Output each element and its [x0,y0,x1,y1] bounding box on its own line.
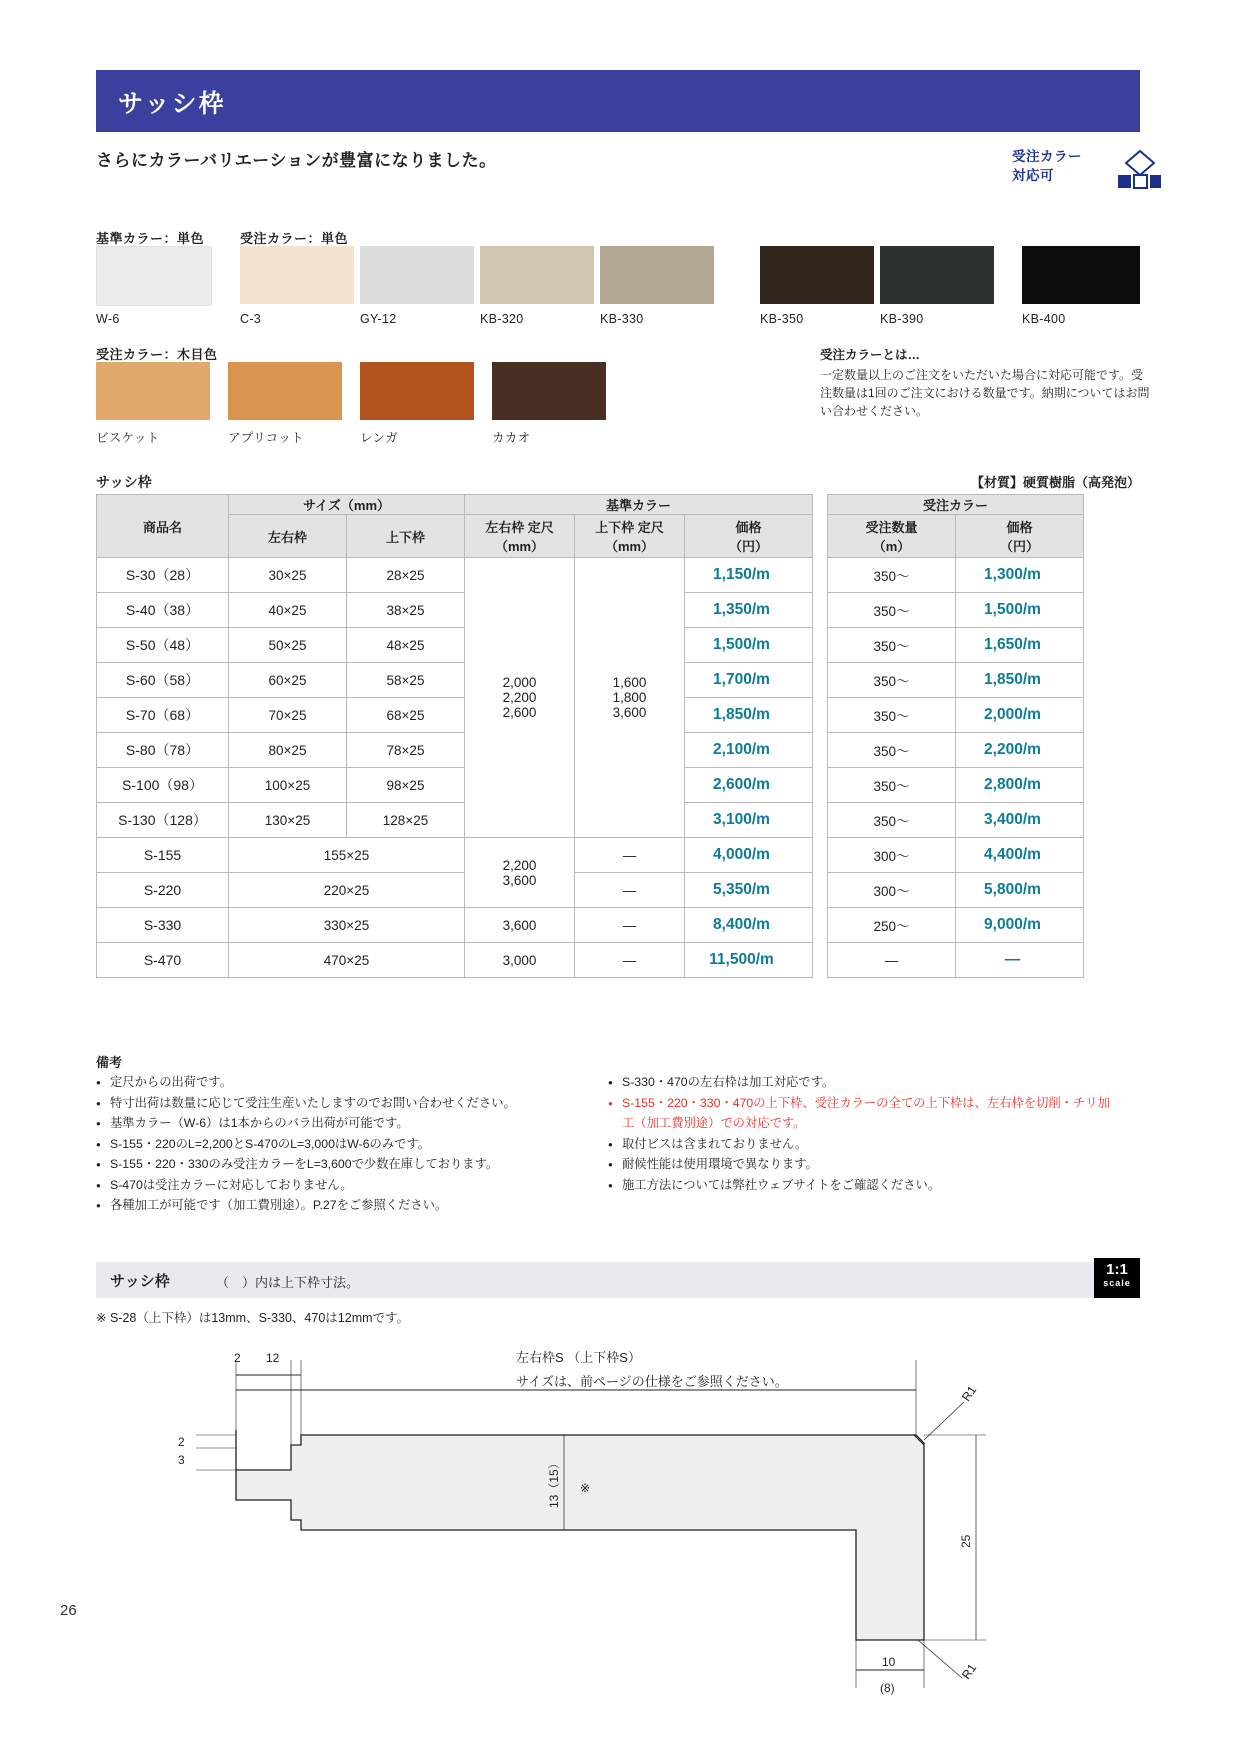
cell-fixed-tb: — [575,838,685,873]
header-shape [96,70,1140,132]
th-order-price-l1: 価格 [1006,520,1033,535]
th-fixed-tb [575,515,685,558]
th-standard-group: 基準カラー [465,495,813,515]
cell-order-price: 2,200/m [956,733,1084,768]
cell-size-tb: 128×25 [347,803,465,838]
label-order-color: 受注カラー：単色 [240,231,349,246]
table-gap-cell [813,803,828,838]
th-size-group: サイズ（mm） [229,495,465,515]
cell-size-tb: 78×25 [347,733,465,768]
table-gap-2 [813,515,828,558]
cell-size-lr: 155×25 [229,838,465,873]
swatch-kb320 [480,246,594,304]
swatch-name-cacao: カカオ [492,431,531,445]
cell-order-price: — [956,943,1084,978]
cell-order-price: 1,650/m [956,628,1084,663]
th-fixed-tb-l1: 上下枠 定尺 [595,520,664,535]
cell-price: 3,100/m [685,803,813,838]
order-color-badge [1012,147,1140,189]
order-badge-line2: 対応可 [1012,168,1054,183]
sub-headline: さらにカラーバリエーションが豊富になりました。 [96,151,497,170]
cell-fixed-tb: — [575,873,685,908]
fixed-lr-b: 3,600 [502,872,537,888]
cell-size-tb: 38×25 [347,593,465,628]
cell-size-lr: 130×25 [229,803,347,838]
swatch-name-kb400: KB-400 [1022,312,1066,326]
cell-order-price: 2,800/m [956,768,1084,803]
table-gap-cell [813,558,828,593]
dim-12: 12 [266,1351,280,1365]
table-row [97,558,1084,593]
cell-product: S-50（48） [97,628,229,663]
table-caption: サッシ枠 [96,474,152,490]
cell-order-price: 2,000/m [956,698,1084,733]
label-standard-color: 基準カラー：単色 [96,231,205,246]
th-fixed-tb-l2: （mm） [604,539,655,554]
cell-size-lr: 330×25 [229,908,465,943]
page-header [96,70,1140,132]
th-size-lr: 左右枠 [229,515,347,558]
cell-product: S-130（128） [97,803,229,838]
dim-label-top: 左右枠S （上下枠S） [516,1350,641,1365]
table-gap-cell [813,838,828,873]
cell-size-tb: 28×25 [347,558,465,593]
cell-price: 2,600/m [685,768,813,803]
dim-r1-bottom: R1 [958,1661,980,1682]
fixed-lr-2: 2,200 [502,690,537,705]
label-wood-color: 受注カラー：木目色 [96,347,218,362]
swatch-name-biscuit: ビスケット [96,431,160,445]
th-order-qty-l2: （m） [872,539,911,554]
cell-price: 2,100/m [685,733,813,768]
spec-table [96,494,1084,978]
dim-2-left: 2 [178,1435,185,1449]
swatch-cacao [492,362,606,420]
swatch-name-brick: レンガ [360,431,399,445]
remark-item: ● S-155・220・330のみ受注カラーをL=3,600で少数在庫しております。 [96,1154,616,1175]
th-order-price [956,515,1084,558]
cell-order-qty: 250〜 [828,908,956,943]
cell-fixed-lr [465,838,575,908]
swatch-name-gy12: GY-12 [360,312,397,326]
swatch-biscuit [96,362,210,420]
fixed-tb-3: 3,600 [612,705,647,720]
remark-item: ● S-155・220のL=2,200とS-470のL=3,000はW-6のみです。 [96,1134,616,1155]
table-gap-cell [813,698,828,733]
swatch-apricot [228,362,342,420]
table-row [97,908,1084,943]
cell-order-price: 1,500/m [956,593,1084,628]
cell-order-qty: 350〜 [828,803,956,838]
order-badge-text [1012,147,1082,185]
section-band [96,1262,1140,1298]
profile-outline [236,1430,924,1640]
cell-order-price: 1,850/m [956,663,1084,698]
cell-size-lr: 70×25 [229,698,347,733]
remark-item-highlight: ● S-155・220・330・470の上下枠、受注カラーの全ての上下枠は、左右枠を切削・チリ加工（加工費別途）での対応です。 [608,1093,1120,1134]
scale-sub: scale [1103,1278,1131,1288]
cell-order-qty: 350〜 [828,663,956,698]
cell-size-lr: 60×25 [229,663,347,698]
remark-item: ● 基準カラー（W-6）は1本からのバラ出荷が可能です。 [96,1113,616,1134]
remark-item: ● S-330・470の左右枠は加工対応です。 [608,1072,1120,1093]
table-gap-cell [813,768,828,803]
cell-fixed-lr: 3,000 [465,943,575,978]
th-price-l2: （円） [728,539,768,554]
swatch-name-kb350: KB-350 [760,312,804,326]
cell-product: S-70（68） [97,698,229,733]
cell-order-qty: 350〜 [828,593,956,628]
remark-item: ● 取付ビスは含まれておりません。 [608,1134,1120,1155]
cell-product: S-100（98） [97,768,229,803]
cell-price: 1,700/m [685,663,813,698]
table-row [97,838,1084,873]
cell-fixed-tb-block [575,558,685,838]
order-badge-line1: 受注カラー [1012,149,1082,164]
cell-size-lr: 40×25 [229,593,347,628]
cell-order-qty: — [828,943,956,978]
swatch-kb330 [600,246,714,304]
page-number: 26 [60,1602,77,1619]
cell-order-qty: 350〜 [828,698,956,733]
cell-price: 1,350/m [685,593,813,628]
cell-fixed-lr: 3,600 [465,908,575,943]
table-gap-cell [813,663,828,698]
table-row [97,873,1084,908]
cell-size-tb: 68×25 [347,698,465,733]
cell-price: 5,350/m [685,873,813,908]
remark-item: ● S-470は受注カラーに対応しておりません。 [96,1175,616,1196]
cell-product: S-220 [97,873,229,908]
table-gap-cell [813,943,828,978]
cell-size-lr: 470×25 [229,943,465,978]
table-gap-cell [813,628,828,663]
th-product: 商品名 [97,495,229,558]
th-fixed-lr [465,515,575,558]
swatch-name-apricot: アプリコット [228,431,304,445]
cell-size-lr: 100×25 [229,768,347,803]
remark-item: ● 各種加工が可能です（加工費別途）。P.27をご参照ください。 [96,1195,616,1216]
fixed-lr-1: 2,000 [502,675,537,690]
cell-size-lr: 80×25 [229,733,347,768]
table-gap-cell [813,873,828,908]
remark-item: ● 施工方法については弊社ウェブサイトをご確認ください。 [608,1175,1120,1196]
dim-13: 13（15） [547,1457,561,1508]
page-title: サッシ枠 [118,90,226,118]
cell-order-price: 1,300/m [956,558,1084,593]
order-note-title: 受注カラーとは… [820,348,921,362]
asterisk-mark: ※ [580,1481,591,1495]
swatch-name-c3: C-3 [240,312,262,326]
cell-price: 4,000/m [685,838,813,873]
table-gap-cell [813,593,828,628]
swatch-name-kb320: KB-320 [480,312,524,326]
cell-product: S-330 [97,908,229,943]
th-order-qty-l1: 受注数量 [865,520,918,535]
cell-order-price: 9,000/m [956,908,1084,943]
scale-main: 1:1 [1106,1261,1128,1278]
band-text: （ ）内は上下枠寸法。 [216,1275,360,1290]
cell-price: 8,400/m [685,908,813,943]
dim-2: 2 [234,1351,241,1365]
scale-badge [1094,1258,1140,1298]
cell-price: 11,500/m [685,943,813,978]
fixed-lr-3: 2,600 [502,705,537,720]
swatch-name-w6: W-6 [96,312,120,326]
th-order-qty [828,515,956,558]
dim-8: (8) [880,1681,895,1695]
cell-order-qty: 350〜 [828,768,956,803]
cell-fixed-tb: — [575,943,685,978]
swatch-c3 [240,246,354,304]
cell-fixed-tb: — [575,908,685,943]
fixed-lr-a: 2,200 [502,857,537,873]
swatch-w6 [96,246,212,306]
profile-drawing [96,1340,1140,1700]
cell-product: S-60（58） [97,663,229,698]
swatch-name-kb390: KB-390 [880,312,924,326]
section-drawing [96,1340,1140,1700]
dim-3-left: 3 [178,1453,185,1467]
th-size-tb: 上下枠 [347,515,465,558]
table-header-row-2 [97,515,1084,558]
table-header-row-1 [97,495,1084,515]
dim-25: 25 [959,1534,973,1548]
remarks-title: 備考 [96,1055,123,1070]
cell-product: S-80（78） [97,733,229,768]
table-gap-cell [813,733,828,768]
swatch-kb350 [760,246,874,304]
band-note: ※ S-28（上下枠）は13mm、S-330、470は12mmです。 [96,1311,410,1325]
remarks-left [96,1072,616,1216]
cell-price: 1,500/m [685,628,813,663]
cell-order-qty: 350〜 [828,733,956,768]
cell-price: 1,850/m [685,698,813,733]
order-note-body: 一定数量以上のご注文をいただいた場合に対応可能です。受注数量は1回のご注文における数量です。納期についてはお問い合わせください。 [820,368,1150,418]
cell-order-qty: 350〜 [828,628,956,663]
cell-order-price: 5,800/m [956,873,1084,908]
th-price-l1: 価格 [735,520,762,535]
cell-order-qty: 300〜 [828,873,956,908]
swatch-kb400 [1022,246,1140,304]
th-fixed-lr-l2: （mm） [494,539,545,554]
cell-size-tb: 48×25 [347,628,465,663]
fixed-tb-2: 1,800 [612,690,647,705]
th-price [685,515,813,558]
swatch-name-kb330: KB-330 [600,312,644,326]
swatch-brick [360,362,474,420]
remark-item: ● 定尺からの出荷です。 [96,1072,616,1093]
swatch-kb390 [880,246,994,304]
cell-order-qty: 350〜 [828,558,956,593]
dim-10: 10 [882,1655,896,1669]
band-title: サッシ枠 [110,1273,170,1290]
remark-item: ● 特寸出荷は数量に応じて受注生産いたしますのでお問い合わせください。 [96,1093,616,1114]
cell-product: S-30（28） [97,558,229,593]
cell-product: S-470 [97,943,229,978]
fixed-tb-1: 1,600 [612,675,647,690]
cell-product: S-40（38） [97,593,229,628]
cell-size-tb: 58×25 [347,663,465,698]
swatch-gy12 [360,246,474,304]
material-label: 【材質】硬質樹脂（高発泡） [970,475,1140,490]
table-gap [813,495,828,515]
remark-item: ● 耐候性能は使用環境で異なります。 [608,1154,1120,1175]
dim-r1-top: R1 [958,1383,980,1404]
cell-size-lr: 50×25 [229,628,347,663]
table-gap-cell [813,908,828,943]
table-row [97,943,1084,978]
th-order-group: 受注カラー [828,495,1084,515]
remarks-right [608,1072,1120,1195]
order-badge-icon [1116,149,1162,191]
cell-size-lr: 220×25 [229,873,465,908]
cell-price: 1,150/m [685,558,813,593]
cell-product: S-155 [97,838,229,873]
cell-fixed-lr-block [465,558,575,838]
cell-order-price: 3,400/m [956,803,1084,838]
th-fixed-lr-l1: 左右枠 定尺 [485,520,554,535]
th-order-price-l2: （円） [999,539,1039,554]
cell-size-lr: 30×25 [229,558,347,593]
cell-order-price: 4,400/m [956,838,1084,873]
cell-order-qty: 300〜 [828,838,956,873]
dim-label-top2: サイズは、前ページの仕様をご参照ください。 [516,1374,788,1389]
cell-size-tb: 98×25 [347,768,465,803]
